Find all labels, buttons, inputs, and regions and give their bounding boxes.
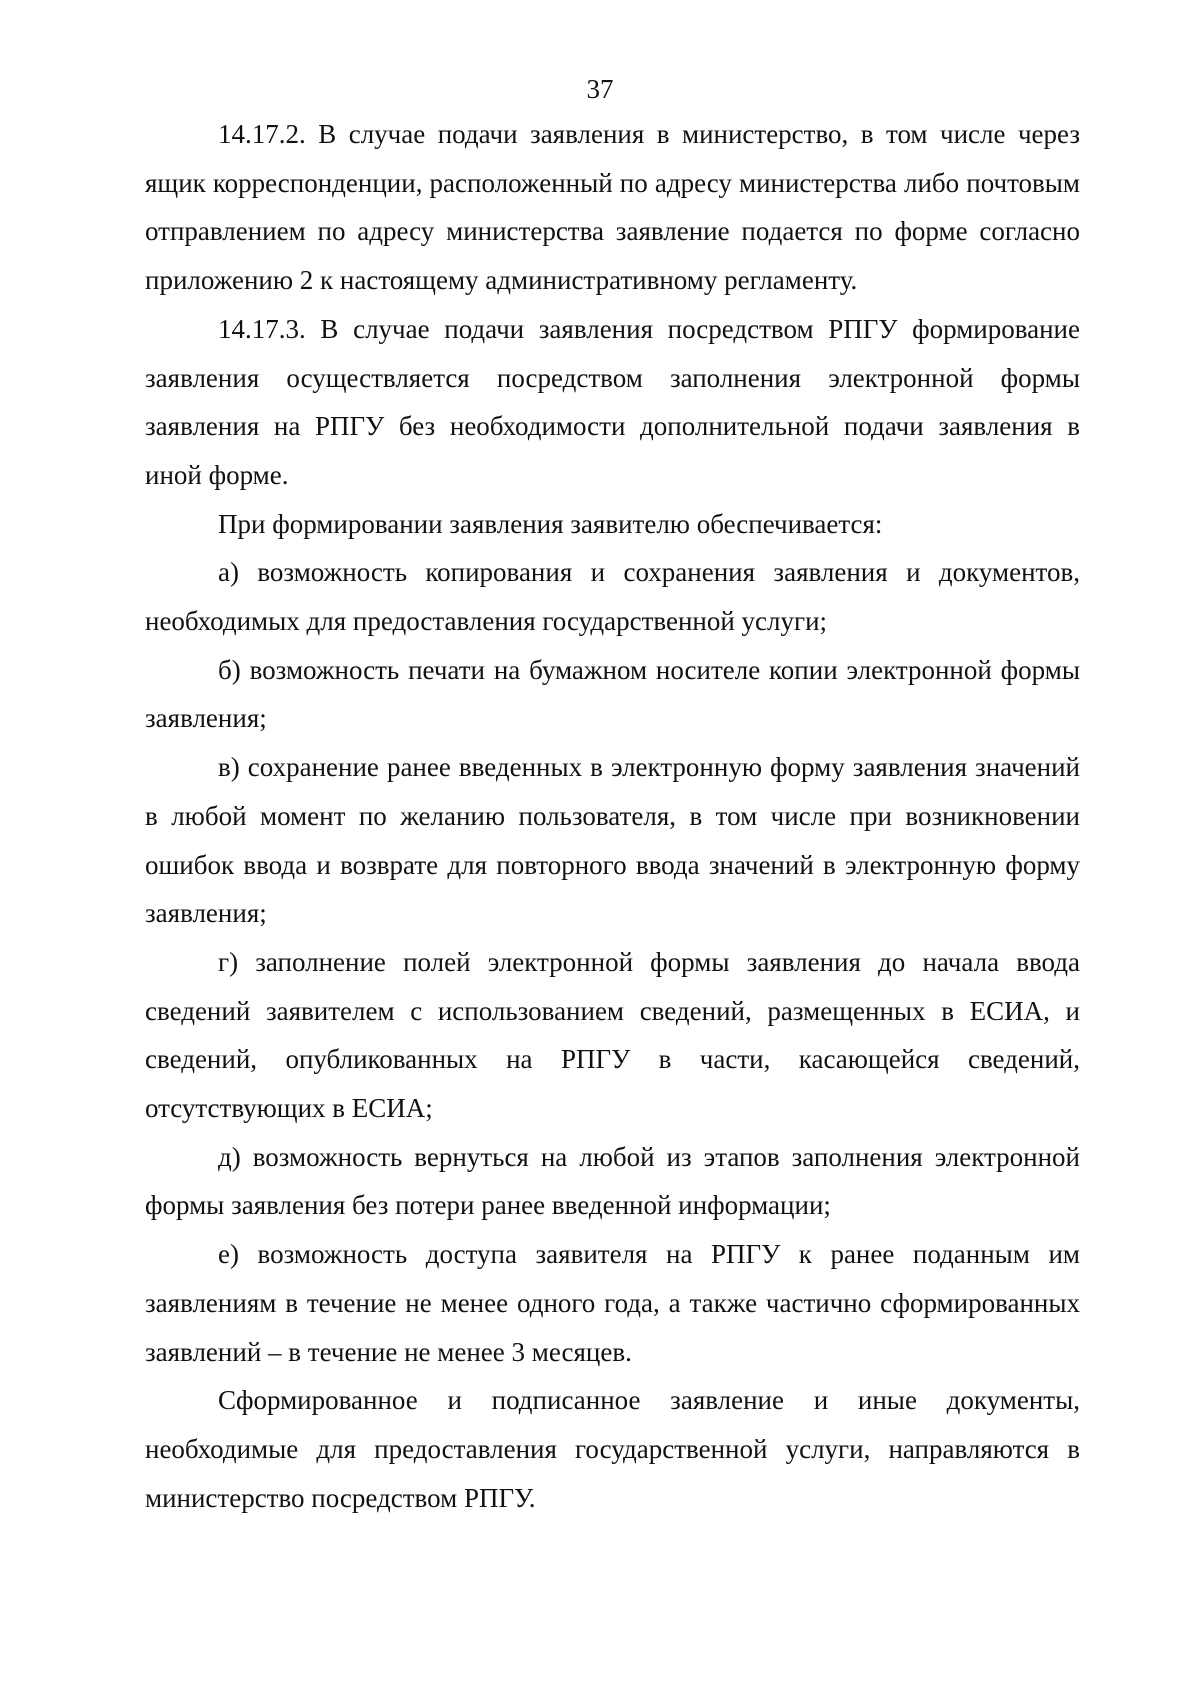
list-item-e: е) возможность доступа заявителя на РПГУ к ранее поданным им заявлениям в течение не менее одного года, а также частично сформированных заявлений – в течение не менее 3 месяцев.	[145, 1239, 1080, 1367]
list-item-d: д) возможность вернуться на любой из этапов заполнения электронной формы заявления без потери ранее введенной информации;	[145, 1141, 1080, 1221]
paragraph-intro-list: При формировании заявления заявителю обеспечивается:	[218, 508, 883, 539]
page-number: 37	[586, 74, 614, 104]
list-item-v: в) сохранение ранее введенных в электронную форму заявления значений в любой момент по желанию пользователя, в том числе при возникновении ошибок ввода и возврате для повторного ввода значений в электронную форму заявления;	[145, 752, 1080, 929]
list-item-a: а) возможность копирования и сохранения заявления и документов, необходимых для предоставления государственной услуги;	[145, 557, 1080, 637]
document-body	[145, 110, 1080, 1522]
paragraph-14-17-2: 14.17.2. В случае подачи заявления в министерство, в том числе через ящик корреспонденции, расположенный по адресу министерства либо почтовым отправлением по адресу министерства заявление подается по форме согласно приложению 2 к настоящему административному регламенту.	[145, 119, 1080, 296]
paragraph-14-17-3: 14.17.3. В случае подачи заявления посредством РПГУ формирование заявления осуществляется посредством заполнения электронной формы заявления на РПГУ без необходимости дополнительной подачи заявления в иной форме.	[145, 313, 1080, 490]
paragraph-final: Сформированное и подписанное заявление и иные документы, необходимые для предоставления государственной услуги, направляются в министерство посредством РПГУ.	[145, 1385, 1080, 1513]
list-item-g: г) заполнение полей электронной формы заявления до начала ввода сведений заявителем с использованием сведений, размещенных в ЕСИА, и сведений, опубликованных на РПГУ в части, касающейся сведений, отсутствующих в ЕСИА;	[145, 946, 1080, 1124]
list-item-b: б) возможность печати на бумажном носителе копии электронной формы заявления;	[145, 654, 1080, 734]
